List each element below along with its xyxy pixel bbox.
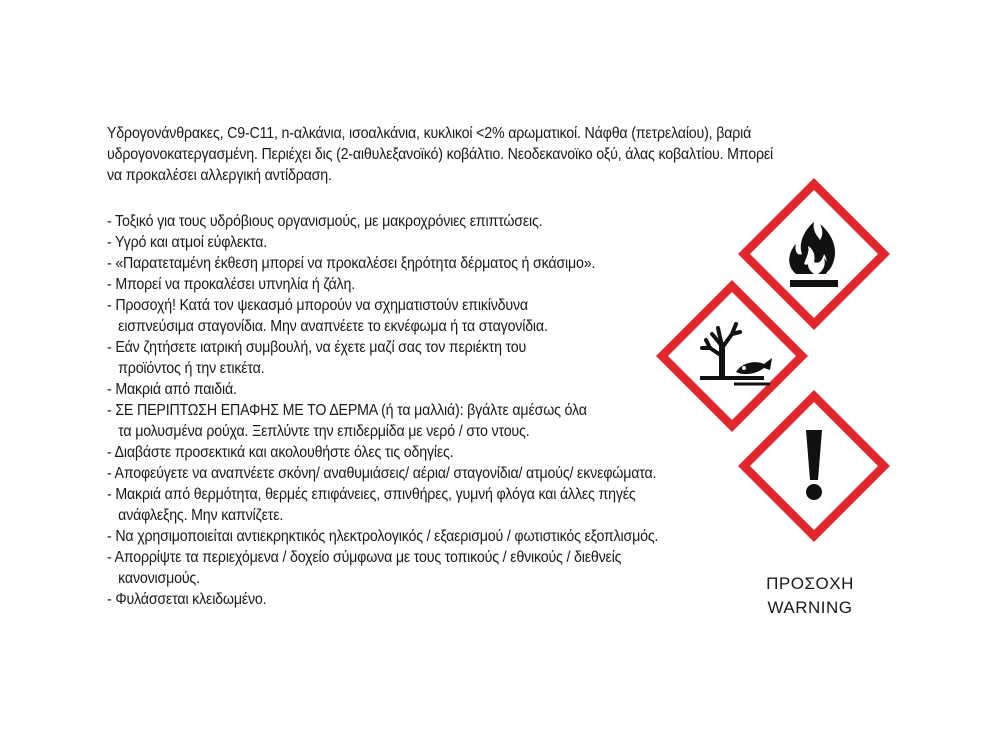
hazard-line: - ΣΕ ΠΕΡΙΠΤΩΣΗ ΕΠΑΦΗΣ ΜΕ ΤΟ ΔΕΡΜΑ (ή τα μαλλιά): βγάλτε αμέσως όλα	[107, 402, 587, 419]
hazard-line: - Διαβάστε προσεκτικά και ακολουθήστε όλες τις οδηγίες.	[107, 444, 454, 461]
hazard-line: - Φυλάσσεται κλειδωμένο.	[107, 591, 267, 608]
hazard-line: - Μακριά από θερμότητα, θερμές επιφάνειες, σπινθήρες, γυμνή φλόγα και άλλες πηγές	[107, 486, 636, 503]
hazard-line: εισπνεύσιμα σταγονίδια. Μην αναπνέετε το εκνέφωμα ή τα σταγονίδια.	[118, 318, 548, 335]
hazard-line: - Απορρίψτε τα περιεχόμενα / δοχείο σύμφωνα με τους τοπικούς / εθνικούς / διεθνείς	[107, 549, 622, 566]
composition-line: Υδρογονάνθρακες, C9-C11, n-αλκάνια, ισοαλκάνια, κυκλικοί <2% αρωματικοί. Νάφθα (πετρελαίου), βαριά	[107, 125, 752, 142]
composition-line: να προκαλέσει αλλεργική αντίδραση.	[107, 167, 332, 184]
signal-word-english: WARNING	[767, 598, 853, 617]
hazard-line: - Εάν ζητήσετε ιατρική συμβουλή, να έχετε μαζί σας τον περιέκτη του	[107, 339, 527, 356]
hazard-line: κανονισμούς.	[118, 570, 200, 587]
signal-word-greek: ΠΡΟΣΟΧΗ	[766, 574, 854, 593]
hazard-line: - «Παρατεταμένη έκθεση μπορεί να προκαλέσει ξηρότητα δέρματος ή σκάσιμο».	[107, 255, 596, 272]
hazard-line: - Υγρό και ατμοί εύφλεκτα.	[107, 234, 268, 251]
composition-line: υδρογονοκατεργασμένη. Περιέχει δις (2-αιθυλεξανοϊκό) κοβάλτιο. Νεοδεκανοϊκο οξύ, άλας κοβαλτίου. Μπορεί	[107, 146, 774, 163]
hazard-line: - Προσοχή! Κατά τον ψεκασμό μπορούν να σχηματιστούν επικίνδυνα	[107, 297, 528, 314]
hazard-line: - Τοξικό για τους υδρόβιους οργανισμούς, με μακροχρόνιες επιπτώσεις.	[107, 213, 543, 230]
hazard-line: - Μπορεί να προκαλέσει υπνηλία ή ζάλη.	[107, 276, 355, 293]
hazard-line: - Μακριά από παιδιά.	[107, 381, 237, 398]
composition-text	[107, 123, 774, 186]
hazard-line: τα μολυσμένα ρούχα. Ξεπλύντε την επιδερμίδα με νερό / στο ντους.	[118, 423, 530, 440]
exclamation-icon	[734, 386, 894, 546]
hazard-line: - Να χρησιμοποιείται αντιεκρηκτικός ηλεκτρολογικός / εξαερισμού / φωτιστικός εξοπλισμός.	[107, 528, 659, 545]
hazard-line: προϊόντος ή την ετικέτα.	[118, 360, 265, 377]
hazard-line: ανάφλεξης. Μην καπνίζετε.	[118, 507, 284, 524]
hazard-line: - Αποφεύγετε να αναπνέετε σκόνη/ αναθυμιάσεις/ αέρια/ σταγονίδια/ ατμούς/ εκνεφώματα.	[107, 465, 657, 482]
